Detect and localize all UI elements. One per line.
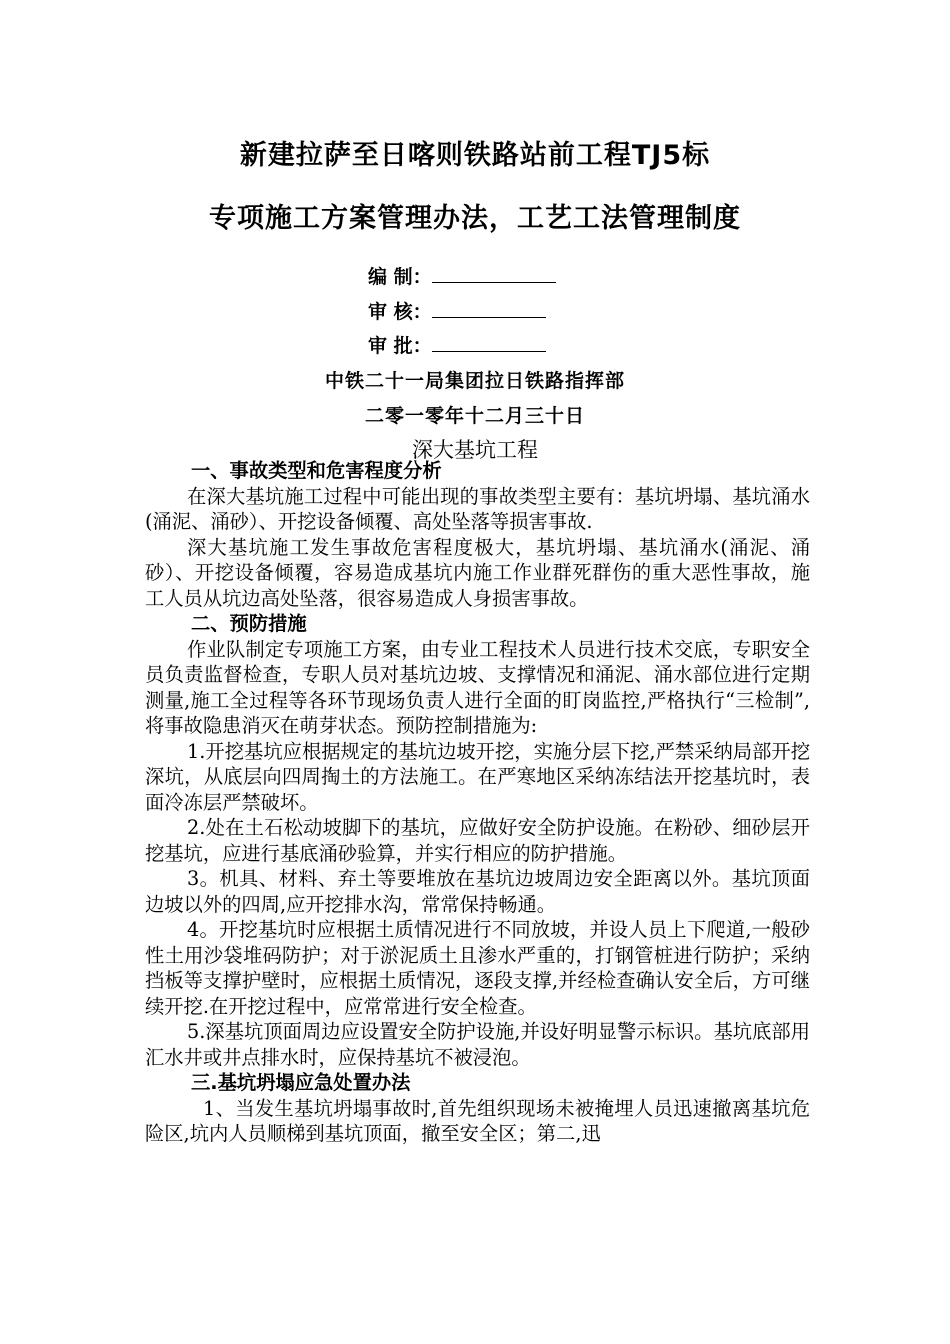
approve-blank [432,331,546,352]
list-item: 1.开挖基坑应根据规定的基坑边坡开挖，实施分层下挖,严禁采纳局部开挖深坑，从底层向四周掏土的方法施工。在严寒地区采纳冻结法开挖基坑时，表面冷冻层严禁破坏。 [145,739,810,814]
review-label: 审 核： [368,301,432,323]
heading-prevention: 二、预防措施 [191,612,307,635]
paragraph: 作业队制定专项施工方案，由专业工程技术人员进行技术交底，专职安全员负责监督检查，专职人员对基坑边坡、支撑情况和涌泥、涌水部位进行定期测量,施工全过程等各环节现场负责人进行全面的盯岗监控,严格执行“三检制”,将事故隐患消灭在萌芽状态。预防控制措施为: [145,637,810,737]
list-item: 5.深基坑顶面周边应设置安全防护设施,并设好明显警示标识。基坑底部用汇水井或井点排水时，应保持基坑不被浸泡。 [145,1020,810,1069]
list-item: 4。开挖基坑时应根据土质情况进行不同放坡，并设人员上下爬道,一般砂性土用沙袋堆码防护；对于淤泥质土且渗水严重的，打钢管桩进行防护；采纳挡板等支撑护壁时，应根据土质情况，逐段支撑,并经检查确认安全后，方可继续开挖.在开挖过程中，应常常进行安全检查。 [145,918,810,1018]
compile-label: 编 制： [368,266,432,288]
compile-signature-line [368,262,556,289]
paragraph: 在深大基坑施工过程中可能出现的事故类型主要有：基坑坍塌、基坑涌水(涌泥、涌砂）、开挖设备倾覆、高处坠落等损害事故. [145,484,810,533]
list-item: 2.处在土石松动坡脚下的基坑，应做好安全防护设施。在粉砂、细砂层开挖基坑，应进行基底涌砂验算，并实行相应的防护措施。 [145,816,810,865]
paragraph: 1、当发生基坑坍塌事故时,首先组织现场未被掩埋人员迅速撤离基坑危险区,坑内人员顺梯到基坑顶面，撤至安全区；第二,迅 [145,1096,810,1145]
compile-blank [432,262,556,283]
document-date: 二零一零年十二月三十日 [364,405,585,427]
list-item: 3。机具、材料、弃土等要堆放在基坑边坡周边安全距离以外。基坑顶面边坡以外的四周,应开挖排水沟，常常保持畅通。 [145,867,810,916]
paragraph: 深大基坑施工发生事故危害程度极大，基坑坍塌、基坑涌水(涌泥、涌砂）、开挖设备倾覆，容易造成基坑内施工作业群死群伤的重大恶性事故，施工人员从坑边高处坠落，很容易造成人身损害事故。 [145,535,810,610]
document-title: 新建拉萨至日喀则铁路站前工程TJ5标 [239,140,711,171]
heading-accident-types: 一、事故类型和危害程度分析 [191,459,442,482]
document-body [145,458,810,1147]
approve-signature-line [368,331,546,358]
heading-emergency: 三.基坑坍塌应急处置办法 [191,1071,411,1094]
section-title: 深大基坑工程 [412,438,538,462]
document-subtitle: 专项施工方案管理办法，工艺工法管理制度 [209,203,741,234]
review-blank [432,297,546,318]
approve-label: 审 批： [368,335,432,357]
review-signature-line [368,297,546,324]
organization-name: 中铁二十一局集团拉日铁路指挥部 [324,370,625,392]
